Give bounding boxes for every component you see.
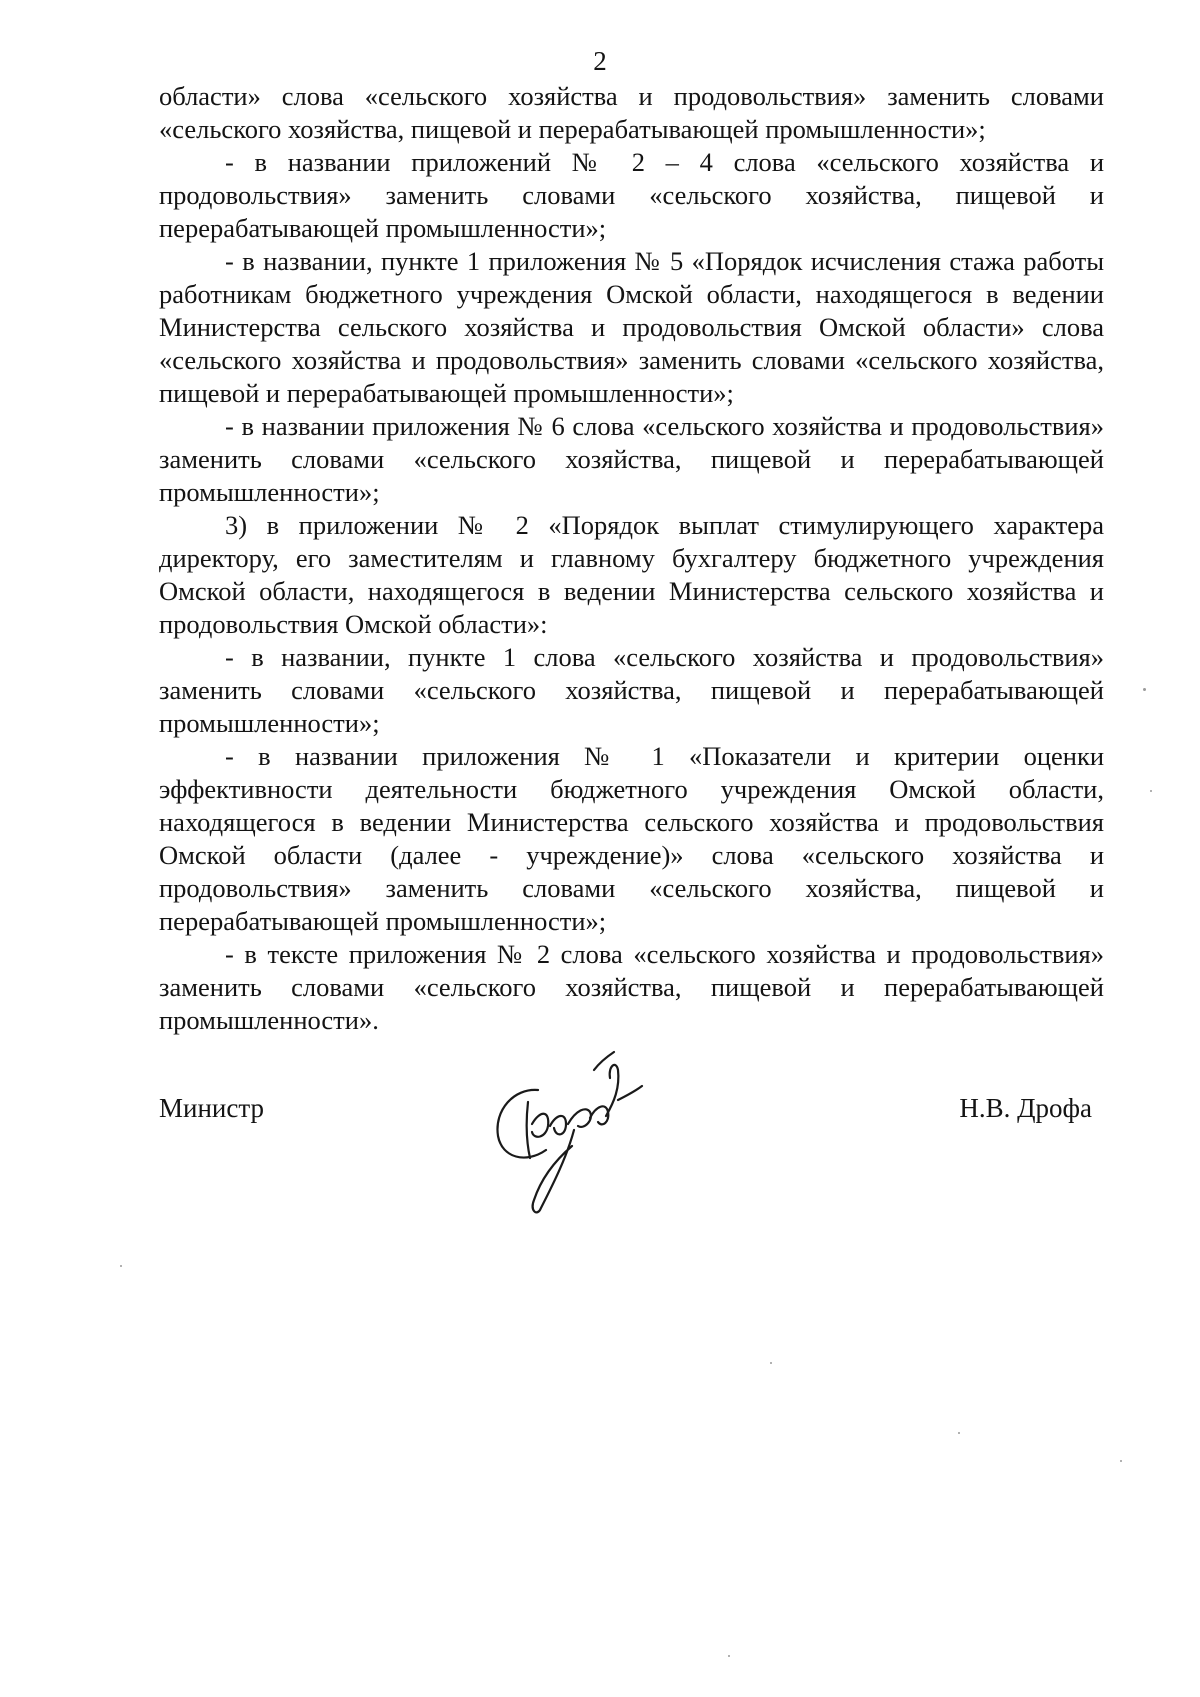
document-body xyxy=(159,80,1104,1037)
scan-speck xyxy=(1120,1460,1122,1462)
signatory-name: Н.В. Дрофа xyxy=(959,1093,1092,1123)
paragraph-item-3: 3) в приложении № 2 «Порядок выплат стимулирующего характера директору, его заместителям и главному бухгалтеру бюджетного учреждения Омской области, находящегося в ведении Министерства сельского хозяйства и продовольствия Омской области»: xyxy=(159,510,1104,639)
scan-speck xyxy=(1150,790,1152,792)
paragraph-appendix-6: - в названии приложения № 6 слова «сельского хозяйства и продовольствия» заменить словами «сельского хозяйства, пищевой и перерабатывающей промышленности»; xyxy=(159,411,1104,507)
paragraph-appendix-2-4: - в названии приложений № 2 – 4 слова «сельского хозяйства и продовольствия» заменить словами «сельского хозяйства, пищевой и перерабатывающей промышленности»; xyxy=(159,147,1104,243)
page-number: 2 xyxy=(593,46,607,76)
paragraph-continuation: области» слова «сельского хозяйства и продовольствия» заменить словами «сельского хозяйства, пищевой и перерабатывающей промышленности»; xyxy=(159,81,1104,144)
paragraph-sub-appendix-1: - в названии приложения № 1 «Показатели и критерии оценки эффективности деятельности бюджетного учреждения Омской области, находящегося в ведении Министерства сельского хозяйства и продовольствия Омской области (далее - учреждение)» слова «сельского хозяйства и продовольствия» заменить словами «сельского хозяйства, пищевой и перерабатывающей промышленности»; xyxy=(159,741,1104,936)
scan-speck xyxy=(120,1265,122,1267)
scan-speck xyxy=(958,1432,960,1434)
scan-speck xyxy=(728,1655,730,1657)
paragraph-sub-appendix-2: - в тексте приложения № 2 слова «сельского хозяйства и продовольствия» заменить словами «сельского хозяйства, пищевой и перерабатывающей промышленности». xyxy=(159,939,1104,1035)
paragraph-appendix-5: - в названии, пункте 1 приложения № 5 «Порядок исчисления стажа работы работникам бюджетного учреждения Омской области, находящегося в ведении Министерства сельского хозяйства и продовольствия Омской области» слова «сельского хозяйства и продовольствия» заменить словами «сельского хозяйства, пищевой и перерабатывающей промышленности»; xyxy=(159,246,1104,408)
signatory-title: Министр xyxy=(159,1093,264,1123)
scan-speck xyxy=(770,1362,772,1364)
paragraph-title-point-1: - в названии, пункте 1 слова «сельского хозяйства и продовольствия» заменить словами «сельского хозяйства, пищевой и перерабатывающей промышленности»; xyxy=(159,642,1104,738)
handwritten-signature xyxy=(486,1040,666,1220)
scan-speck xyxy=(1143,688,1146,691)
